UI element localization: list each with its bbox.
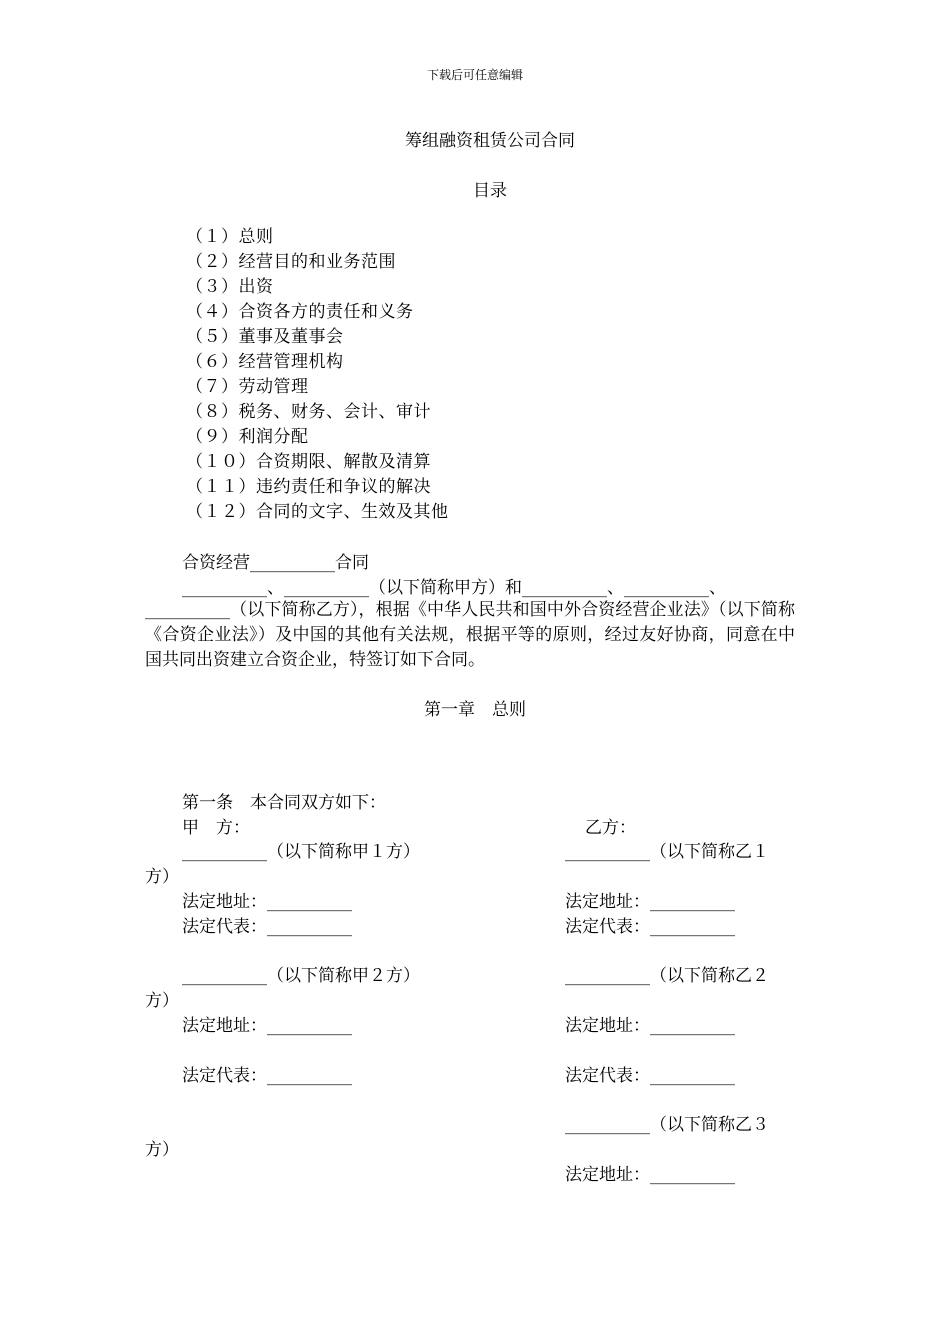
b3-legal-address: 法定地址：__________ <box>565 1165 735 1185</box>
a2-legal-rep: 法定代表：__________ <box>182 1066 352 1086</box>
b1-legal-rep: 法定代表：__________ <box>565 917 735 937</box>
toc-item: （４）合资各方的责任和义务 <box>186 302 414 322</box>
toc-item: （６）经营管理机构 <box>186 352 344 372</box>
b1-legal-address: 法定地址：__________ <box>565 892 735 912</box>
toc-item: （１１）违约责任和争议的解决 <box>186 477 431 497</box>
toc-item: （２）经营目的和业务范围 <box>186 252 396 272</box>
party-b2-name-wrap: 方） <box>145 991 179 1011</box>
toc-item: （１０）合资期限、解散及清算 <box>186 452 431 472</box>
toc-item: （７）劳动管理 <box>186 377 309 397</box>
toc-item: （１２）合同的文字、生效及其他 <box>186 502 449 522</box>
party-b-label: 乙方： <box>585 818 636 838</box>
party-a2-name: __________（以下简称甲２方） <box>182 966 420 986</box>
contract-name-line: 合资经营__________合同 <box>182 553 369 573</box>
b2-legal-rep: 法定代表：__________ <box>565 1066 735 1086</box>
party-a1-name: __________（以下简称甲１方） <box>182 842 420 862</box>
toc-item: （３）出资 <box>186 277 274 297</box>
a1-legal-address: 法定地址：__________ <box>182 892 352 912</box>
party-b1-name: __________（以下简称乙１ <box>565 842 769 862</box>
toc-title: 目录 <box>473 181 507 201</box>
party-b3-name: __________（以下简称乙３ <box>565 1115 769 1135</box>
toc-item: （９）利润分配 <box>186 427 309 447</box>
party-a-label: 甲 方： <box>182 818 250 838</box>
party-b2-name: __________（以下简称乙２ <box>565 966 769 986</box>
document-title: 筹组融资租赁公司合同 <box>405 131 575 151</box>
toc-item: （１）总则 <box>186 227 274 247</box>
table-of-contents <box>186 225 449 525</box>
b2-legal-address: 法定地址：__________ <box>565 1016 735 1036</box>
chapter-heading: 第一章 总则 <box>424 700 526 720</box>
party-b1-name-wrap: 方） <box>145 867 179 887</box>
a2-legal-address: 法定地址：__________ <box>182 1016 352 1036</box>
article-1-heading: 第一条 本合同双方如下： <box>182 793 386 813</box>
toc-item: （５）董事及董事会 <box>186 327 344 347</box>
party-b3-name-wrap: 方） <box>145 1140 179 1160</box>
header-note: 下载后可任意编辑 <box>426 68 523 82</box>
toc-item: （８）税务、财务、会计、审计 <box>186 402 431 422</box>
intro-paragraph: __________（以下简称乙方），根据《中华人民共和国中外合资经营企业法》（以下简称《合资企业法》）及中国的其他有关法规，根据平等的原则，经过友好协商，同意在中国共同出资建立合资企业，特签订如下合同。 <box>145 600 795 670</box>
a1-legal-rep: 法定代表：__________ <box>182 917 352 937</box>
intro-line-1: __________、__________（以下简称甲方）和__________、__________、 <box>182 578 726 598</box>
